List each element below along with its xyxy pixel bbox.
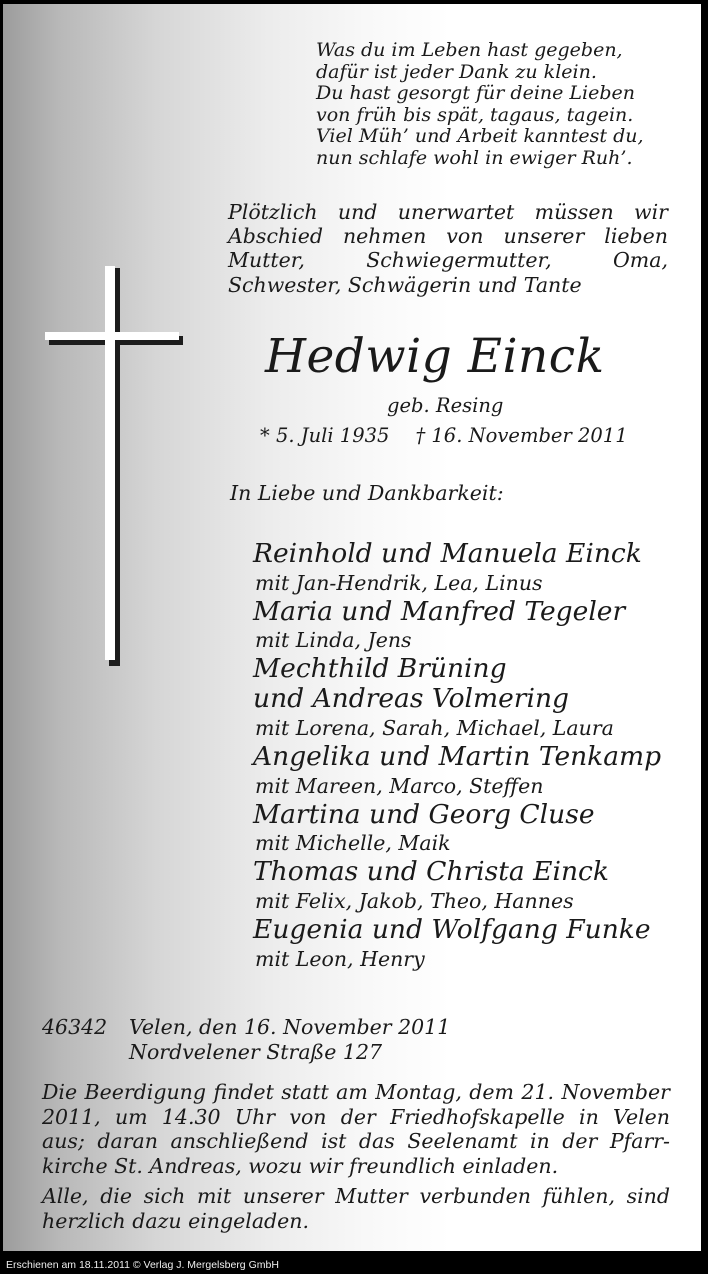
- grandchildren-names: mit Michelle, Maik: [255, 831, 451, 856]
- zip-code: 46342: [42, 1015, 108, 1039]
- family-names: Eugenia und Wolfgang Funke: [253, 913, 651, 945]
- word: unserer: [242, 1184, 324, 1208]
- grandchildren-names: mit Leon, Henry: [255, 946, 425, 971]
- word: Beerdigung: [84, 1080, 207, 1104]
- word: am: [336, 1080, 368, 1104]
- word: und: [337, 200, 378, 224]
- word: verbunden: [419, 1184, 531, 1208]
- funeral-info: [42, 1080, 670, 1178]
- word: der: [340, 1104, 376, 1129]
- word: findet: [213, 1080, 274, 1104]
- word: statt: [281, 1080, 329, 1104]
- family-names: und Andreas Volmering: [253, 683, 569, 715]
- death-date: † 16. November 2011: [415, 424, 628, 447]
- word: müssen: [534, 200, 614, 224]
- funeral-line: [42, 1080, 670, 1105]
- word: unserer: [503, 224, 585, 249]
- word: 14.30: [161, 1104, 221, 1129]
- address-block: [42, 1015, 450, 1065]
- word: anschließend: [170, 1129, 309, 1154]
- family-names: Angelika und Martin Tenkamp: [253, 740, 662, 772]
- street: Nordvelener Straße 127: [129, 1040, 383, 1064]
- invite-line: [42, 1184, 670, 1209]
- poem-line: Was du im Leben hast gegeben,: [316, 39, 623, 61]
- grandchildren-names: mit Felix, Jakob, Theo, Hannes: [255, 888, 574, 913]
- word: unerwartet: [397, 200, 515, 224]
- obituary-notice: [3, 4, 701, 1251]
- word: sind: [626, 1184, 670, 1208]
- memorial-poem: [316, 40, 686, 170]
- family-list: [253, 539, 661, 973]
- word: Mutter: [335, 1184, 408, 1208]
- word: November: [561, 1080, 670, 1104]
- word: mit: [196, 1184, 232, 1208]
- funeral-line: [42, 1129, 670, 1154]
- word: Pfarr-: [609, 1129, 670, 1154]
- word: der: [562, 1129, 598, 1154]
- intro-line: [228, 224, 668, 248]
- thanks-line: In Liebe und Dankbarkeit:: [230, 481, 504, 505]
- grandchildren-names: mit Jan-Hendrik, Lea, Linus: [255, 570, 543, 595]
- family-names: Maria und Manfred Tegeler: [253, 595, 626, 627]
- life-dates: [260, 424, 628, 447]
- word: in: [529, 1129, 550, 1154]
- born-name: geb. Resing: [387, 394, 504, 417]
- word: die: [100, 1184, 132, 1208]
- word: 2011,: [42, 1104, 101, 1129]
- poem-line: Viel Müh’ und Arbeit kanntest du,: [316, 125, 644, 148]
- word: Montag,: [375, 1080, 462, 1104]
- word: Seelenamt: [407, 1129, 518, 1154]
- word: Die: [42, 1080, 78, 1104]
- word: ist: [321, 1129, 347, 1154]
- funeral-line: kirche St. Andreas, wozu wir freundlich einladen.: [42, 1153, 559, 1178]
- city-date: Velen, den 16. November 2011: [129, 1015, 451, 1039]
- poem-line: dafür ist jeder Dank zu klein.: [316, 60, 597, 83]
- word: Mutter,: [228, 248, 305, 273]
- word: Plötzlich: [228, 200, 318, 224]
- birth-date: * 5. Juli 1935: [260, 424, 390, 447]
- word: nehmen: [342, 224, 427, 249]
- word: fühlen,: [542, 1184, 615, 1208]
- grandchildren-names: mit Mareen, Marco, Steffen: [255, 773, 544, 798]
- word: Friedhofskapelle: [390, 1104, 565, 1129]
- family-names: Reinhold und Manuela Einck: [253, 538, 642, 569]
- grandchildren-names: mit Lorena, Sarah, Michael, Laura: [255, 715, 614, 740]
- deceased-name: Hedwig Einck: [265, 329, 605, 384]
- invite-line: herzlich dazu eingeladen.: [42, 1208, 310, 1233]
- intro-text: [228, 200, 668, 297]
- poem-line: nun schlafe wohl in ewiger Ruh’.: [316, 146, 633, 169]
- funeral-line: [42, 1105, 670, 1130]
- family-names: Martina und Georg Cluse: [253, 798, 595, 830]
- word: Oma,: [613, 248, 668, 273]
- word: aus;: [42, 1129, 85, 1154]
- word: von: [289, 1104, 327, 1129]
- word: von: [446, 224, 484, 249]
- publication-footer: Erschienen am 18.11.2011 © Verlag J. Mergelsberg GmbH: [6, 1259, 279, 1271]
- intro-line: Schwester, Schwägerin und Tante: [228, 272, 582, 297]
- word: in: [579, 1104, 599, 1129]
- word: wir: [634, 200, 668, 224]
- invitation-text: [42, 1184, 670, 1233]
- word: daran: [97, 1129, 158, 1154]
- word: Schwiegermutter,: [366, 248, 552, 273]
- word: dem: [469, 1080, 514, 1104]
- word: Velen: [613, 1104, 670, 1129]
- word: sich: [143, 1184, 186, 1208]
- word: Alle,: [42, 1184, 89, 1208]
- family-names: Mechthild Brüning: [253, 653, 507, 685]
- grandchildren-names: mit Linda, Jens: [255, 628, 412, 653]
- family-names: Thomas und Christa Einck: [253, 856, 609, 888]
- word: lieben: [604, 224, 668, 249]
- intro-line: [228, 200, 668, 224]
- word: das: [358, 1129, 395, 1154]
- word: um: [114, 1104, 148, 1129]
- poem-line: von früh bis spät, tagaus, tagein.: [316, 103, 634, 126]
- poem-line: Du hast gesorgt für deine Lieben: [316, 82, 635, 105]
- cross-icon: [45, 266, 185, 666]
- word: 21.: [521, 1080, 555, 1104]
- word: Abschied: [228, 224, 323, 249]
- intro-line: [228, 248, 668, 272]
- word: Uhr: [234, 1104, 276, 1129]
